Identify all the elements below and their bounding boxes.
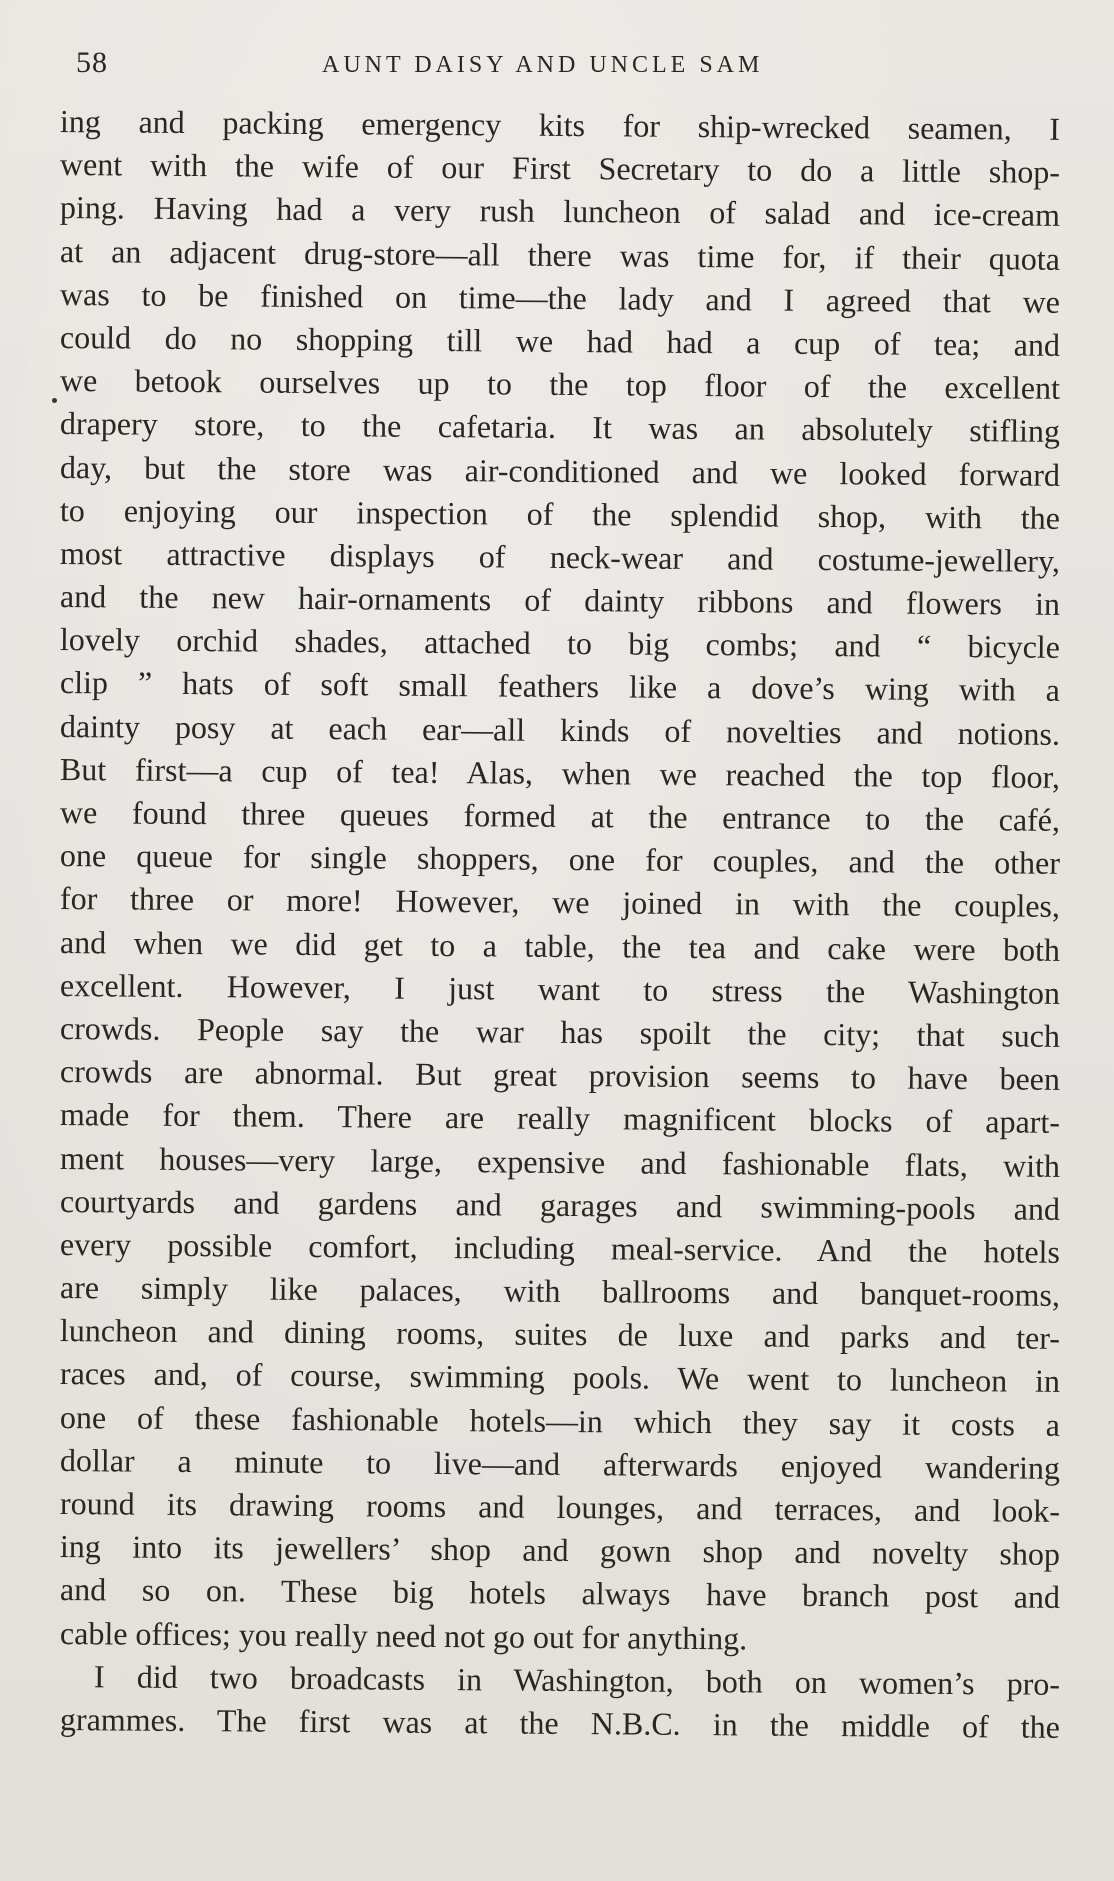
text-line: But first—a cup of tea! Alas, when we reached the top floor, [59,750,1061,795]
paragraph-1 [60,100,1060,1655]
text-line: courtyards and gardens and garages and swimming-pools and [59,1182,1061,1227]
text-line: dainty posy at each ear—all kinds of novelties and notions. [59,707,1061,752]
text-line: ing and packing emergency kits for ship-wrecked seamen, I [59,103,1061,147]
page-number: 58 [76,46,108,79]
text-line: one of these fashionable hotels—in which they say it costs a [59,1398,1061,1443]
text-line: and the new hair-ornaments of dainty ribbons and flowers in [59,578,1061,622]
text-line: was to be finished on time—the lady and I agreed that we [59,275,1061,320]
margin-dot-mark [52,398,57,403]
text-line: and so on. These big hotels always have branch post and [59,1571,1061,1616]
text-line: cable offices; you really need not go out for anything. [59,1614,748,1656]
text-line: grammes. The first was at the N.B.C. in the middle of the [59,1700,1061,1745]
text-line: could do no shopping till we had had a cup of tea; and [59,318,1061,363]
text-line: and when we did get to a table, the tea and cake were both [59,923,1061,968]
text-line: for three or more! However, we joined in with the couples, [59,880,1061,925]
text-line: races and, of course, swimming pools. We went to luncheon in [59,1355,1061,1400]
text-line: every possible comfort, including meal-service. And the hotels [59,1225,1061,1270]
text-line: one queue for single shoppers, one for couples, and the other [59,837,1061,882]
text-line: to enjoying our inspection of the splendid shop, with the [59,491,1061,536]
text-line: ing into its jewellers’ shop and gown shop and novelty shop [59,1528,1061,1573]
text-line: went with the wife of our First Secretary to do a little shop- [59,146,1061,191]
text-line: we found three queues formed at the entrance to the café, [59,794,1061,838]
text-line: dollar a minute to live—and afterwards enjoyed wandering [59,1441,1061,1486]
text-line: crowds. People say the war has spoilt the city; that such [59,1009,1061,1054]
text-line: lovely orchid shades, attached to big combs; and “ bicycle [59,621,1061,666]
body-text [59,100,1061,1745]
text-line: most attractive displays of neck-wear and costume-jewellery, [59,534,1061,579]
text-line: ping. Having had a very rush luncheon of salad and ice-cream [59,189,1061,234]
text-line: clip ” hats of soft small feathers like a dove’s wing with a [59,664,1061,709]
text-line: I did two broadcasts in Washington, both on women’s pro- [93,1658,1061,1702]
text-line: at an adjacent drug-store—all there was time for, if their quota [59,232,1061,277]
text-line: day, but the store was air-conditioned and we looked forward [59,448,1061,493]
running-title: AUNT DAISY AND UNCLE SAM [322,52,764,78]
text-line: luncheon and dining rooms, suites de luxe and parks and ter- [59,1312,1061,1357]
running-head [76,46,1052,86]
text-line: are simply like palaces, with ballrooms and banquet-rooms, [59,1269,1061,1313]
text-line: round its drawing rooms and lounges, and terraces, and look- [59,1485,1061,1529]
text-line: ment houses—very large, expensive and fashionable flats, with [59,1139,1061,1184]
text-line: crowds are abnormal. But great provision seems to have been [59,1053,1061,1097]
text-line: we betook ourselves up to the top floor of the excellent [59,362,1061,406]
text-line: excellent. However, I just want to stress the Washington [59,966,1061,1011]
text-line: made for them. There are really magnificent blocks of apart- [59,1096,1061,1141]
text-line: drapery store, to the cafetaria. It was an absolutely stifling [59,405,1061,450]
paragraph-2 [59,1655,1061,1745]
